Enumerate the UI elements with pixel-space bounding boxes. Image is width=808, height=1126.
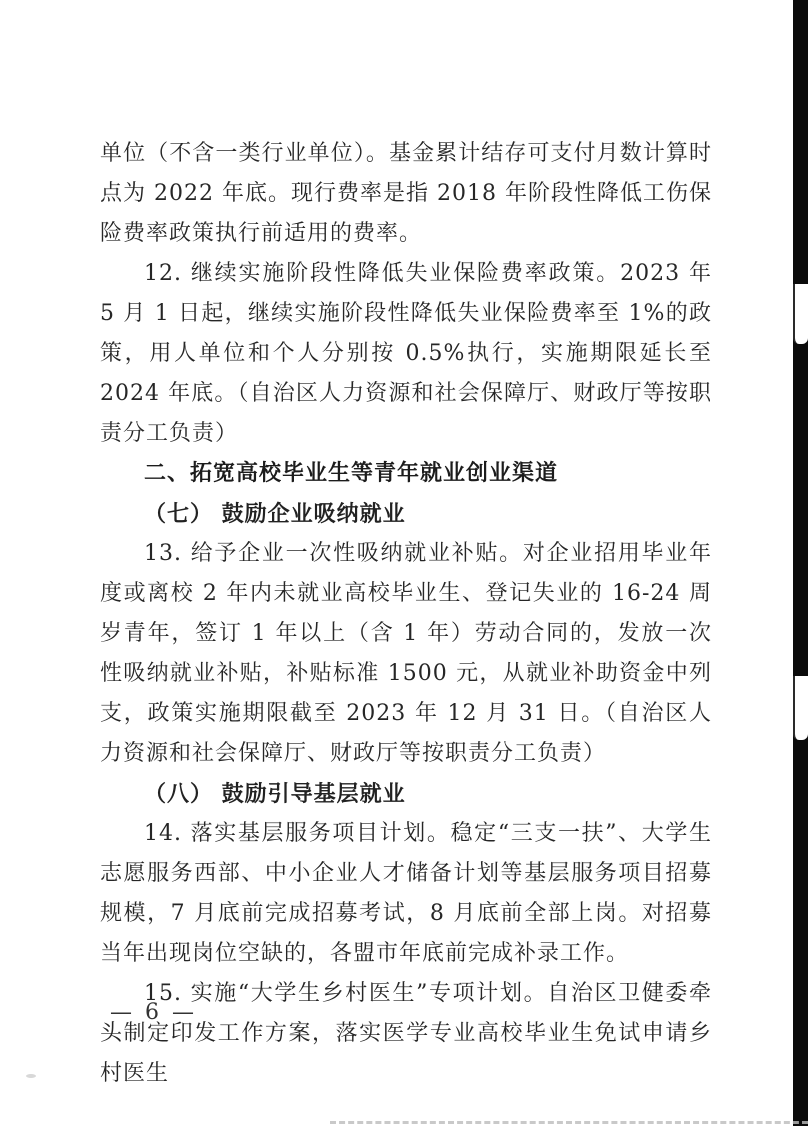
- paragraph-item-13: 13. 给予企业一次性吸纳就业补贴。对企业招用毕业年度或离校 2 年内未就业高校毕业生、登记失业的 16-24 周岁青年，签订 1 年以上（含 1 年）劳动合同的，发放一次性吸纳就业补贴，补贴标准 1500 元，从就业补助资金中列支，政策实施期限截至 2023 年 12 月 31 日。（自治区人力资源和社会保障厅、财政厅等按职责分工负责）: [100, 541, 712, 766]
- document-body: [100, 134, 712, 1094]
- subsection-heading-7: （七） 鼓励企业吸纳就业: [144, 501, 406, 527]
- paragraph-item-12: 12. 继续实施阶段性降低失业保险费率政策。2023 年 5 月 1 日起，继续实施阶段性降低失业保险费率至 1%的政策，用人单位和个人分别按 0.5%执行，实施期限延长至 2024 年底。（自治区人力资源和社会保障厅、财政厅等按职责分工负责）: [100, 261, 712, 446]
- section-heading: 二、拓宽高校毕业生等青年就业创业渠道: [144, 461, 559, 486]
- paragraph-continuation: 单位（不含一类行业单位）。基金累计结存可支付月数计算时点为 2022 年底。现行费率是指 2018 年阶段性降低工伤保险费率政策执行前适用的费率。: [100, 141, 712, 246]
- scan-edge-shadow-right: [793, 0, 808, 1126]
- page-number: — 6 —: [110, 1000, 197, 1025]
- scan-smudge: [26, 1074, 36, 1078]
- paragraph-item-15: 15. 实施“大学生乡村医生”专项计划。自治区卫健委牵头制定印发工作方案，落实医学专业高校毕业生免试申请乡村医生: [100, 981, 712, 1086]
- scan-edge-dashed-bottom: [330, 1121, 808, 1124]
- scan-edge-notch-bottom: [793, 676, 808, 740]
- paragraph-item-14: 14. 落实基层服务项目计划。稳定“三支一扶”、大学生志愿服务西部、中小企业人才储备计划等基层服务项目招募规模，7 月底前完成招募考试，8 月底前全部上岗。对招募当年出现岗位空缺的，各盟市年底前完成补录工作。: [100, 821, 712, 966]
- subsection-heading-8: （八） 鼓励引导基层就业: [144, 781, 406, 807]
- scan-edge-notch-top: [793, 284, 808, 344]
